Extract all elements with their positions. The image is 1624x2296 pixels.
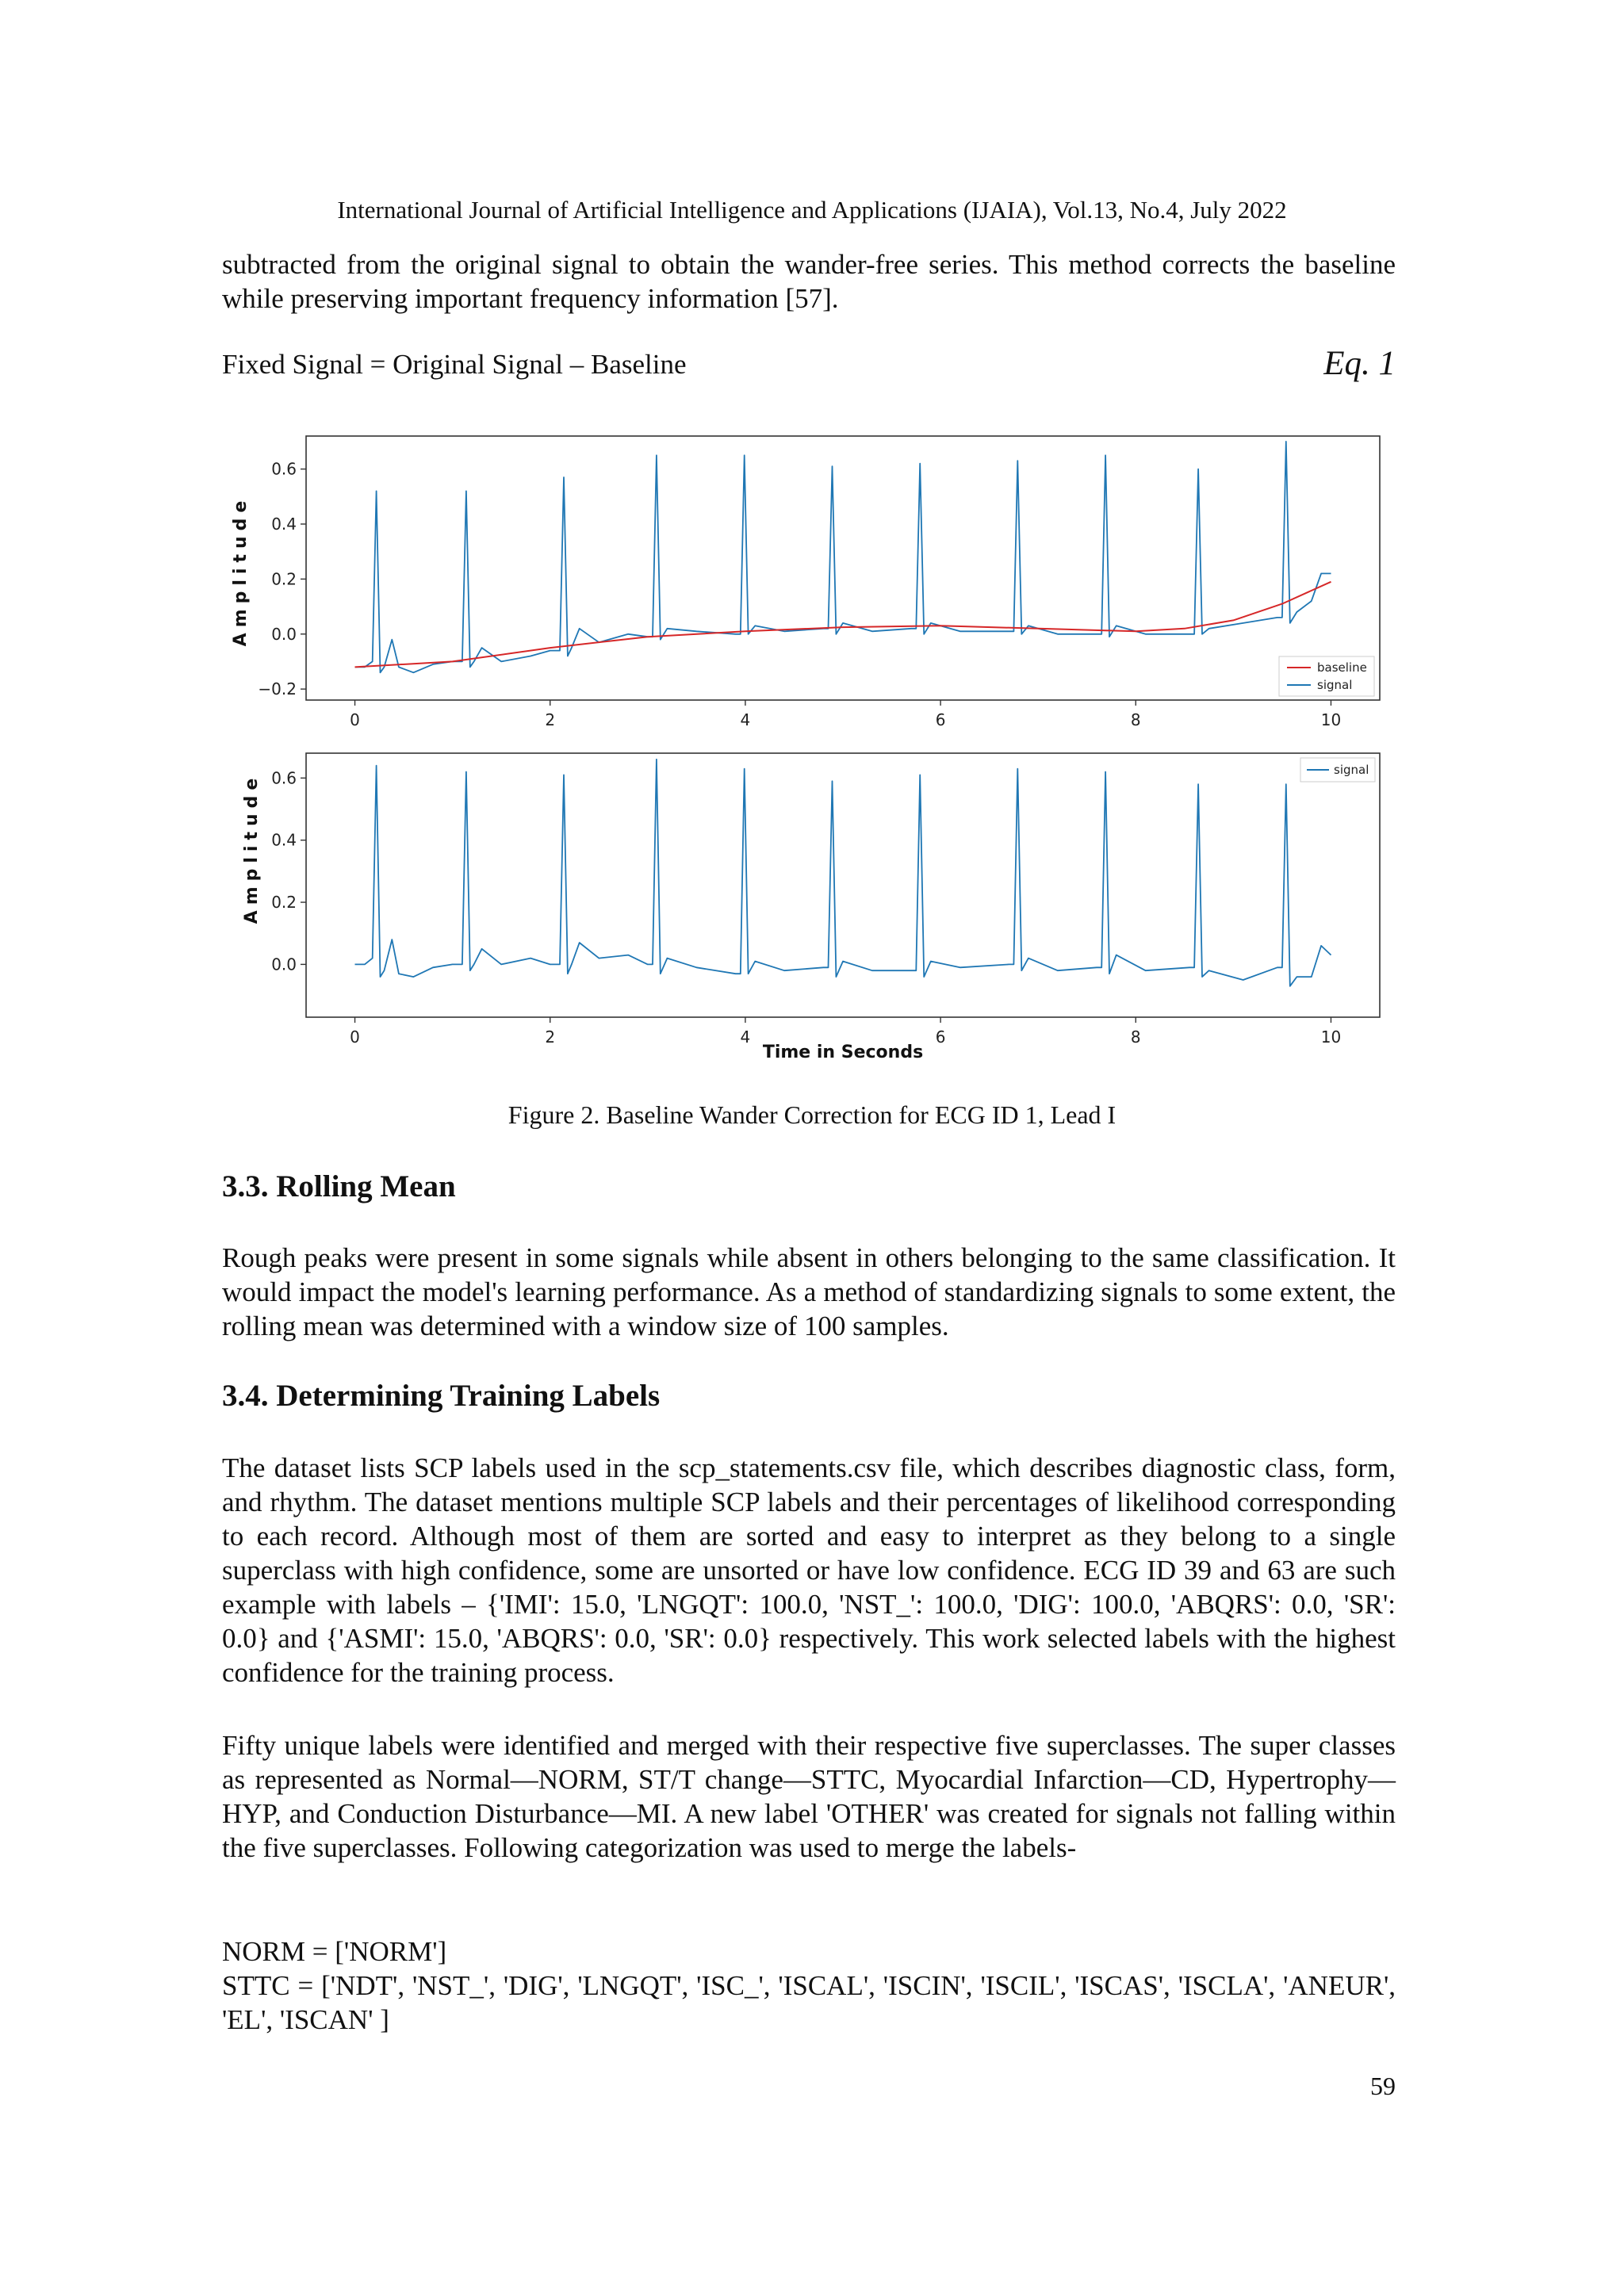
series-line-signal <box>355 760 1331 986</box>
x-tick-label: 0 <box>350 1027 360 1047</box>
section-title-3-3: 3.3. Rolling Mean <box>222 1169 456 1203</box>
x-tick-label: 8 <box>1130 710 1141 729</box>
chart-corrected-signal <box>222 745 1396 1062</box>
y-tick-label: 0.4 <box>271 515 297 534</box>
x-tick-label: 0 <box>350 710 360 729</box>
sttc-label-list: STTC = ['NDT', 'NST_', 'DIG', 'LNGQT', 'ISC_', 'ISCAL', 'ISCIN', 'ISCIL', 'ISCAS', 'ISCLA', 'ANEUR', 'EL', 'ISCAN' ] <box>222 1970 1396 2035</box>
x-tick-label: 4 <box>740 710 751 729</box>
x-tick-label: 10 <box>1320 710 1342 729</box>
paragraph-superclasses: Fifty unique labels were identified and merged with their respective five superclasses. The super classes as represented as Normal—NORM, ST/T change—STTC, Myocardial Infarction—CD, Hypertrophy—HYP, and Conduction Disturbance—MI. A new label 'OTHER' was created for signals not falling within the five superclasses. Following categorization was used to merge the labels- <box>222 1730 1396 1863</box>
page-number: 59 <box>1370 2072 1396 2100</box>
y-tick-label: 0.4 <box>271 830 297 850</box>
y-tick-label: 0.2 <box>271 893 297 913</box>
paragraph-scp-labels: The dataset lists SCP labels used in the scp_statements.csv file, which describes diagnostic class, form, and rhythm. The dataset mentions multiple SCP labels and their percentages of likelihood corresponding to each record. Although most of them are sorted and easy to interpret as they belong to a single superclass with high confidence, some are unsorted or have low confidence. ECG ID 39 and 63 are such example with labels – {'IMI': 15.0, 'LNGQT': 100.0, 'NST_': 100.0, 'DIG': 100.0, 'ABQRS': 0.0, 'SR': 0.0} and {'ASMI': 15.0, 'ABQRS': 0.0, 'SR': 0.0} respectively. This work selected labels with the highest confidence for the training process. <box>222 1452 1396 1688</box>
equation-line <box>222 345 1396 382</box>
paragraph-rolling-mean: Rough peaks were present in some signals while absent in others belonging to the same classification. It would impact the model's learning performance. As a method of standardizing signals to some extent, the rolling mean was determined with a window size of 100 samples. <box>222 1242 1396 1341</box>
running-header: International Journal of Artificial Intelligence and Applications (IJAIA), Vol.13, No.4, July 2022 <box>337 196 1287 224</box>
x-tick-label: 2 <box>545 710 556 729</box>
equation-text: Fixed Signal = Original Signal – Baseline <box>222 349 687 380</box>
x-tick-label: 2 <box>545 1027 556 1047</box>
x-tick-label: 6 <box>935 1027 946 1047</box>
legend <box>1279 656 1374 696</box>
x-tick-label: 4 <box>740 1027 751 1047</box>
y-tick-label: 0.6 <box>271 459 297 479</box>
y-tick-label: 0.2 <box>271 569 297 589</box>
legend-label-signal: signal <box>1334 763 1369 777</box>
x-tick-label: 8 <box>1130 1027 1141 1047</box>
y-tick-label: 0.0 <box>271 955 297 974</box>
legend-label-signal: signal <box>1317 678 1353 692</box>
section-title-3-4: 3.4. Determining Training Labels <box>222 1379 661 1413</box>
x-tick-label: 10 <box>1320 1027 1342 1047</box>
y-tick-label: 0.0 <box>271 624 297 644</box>
chart-baseline-signal <box>222 428 1396 729</box>
x-axis-label: Time in Seconds <box>762 1043 924 1062</box>
intro-paragraph: subtracted from the original signal to obtain the wander-free series. This method corrects the baseline while preserving important frequency information [57]. <box>222 249 1396 314</box>
x-tick-label: 6 <box>935 710 946 729</box>
legend-label-baseline: baseline <box>1317 660 1367 675</box>
figure-caption: Figure 2. Baseline Wander Correction for ECG ID 1, Lead I <box>508 1100 1116 1129</box>
legend <box>1300 758 1375 782</box>
series-line-signal <box>355 442 1331 672</box>
norm-label-list: NORM = ['NORM'] <box>222 1936 447 1967</box>
y-axis-label: Amplitude <box>231 495 251 647</box>
plot-frame <box>306 436 1380 700</box>
y-axis-label: Amplitude <box>242 772 262 924</box>
y-tick-label: 0.6 <box>271 768 297 788</box>
equation-label: Eq. 1 <box>1323 345 1396 382</box>
y-tick-label: −0.2 <box>258 679 297 699</box>
